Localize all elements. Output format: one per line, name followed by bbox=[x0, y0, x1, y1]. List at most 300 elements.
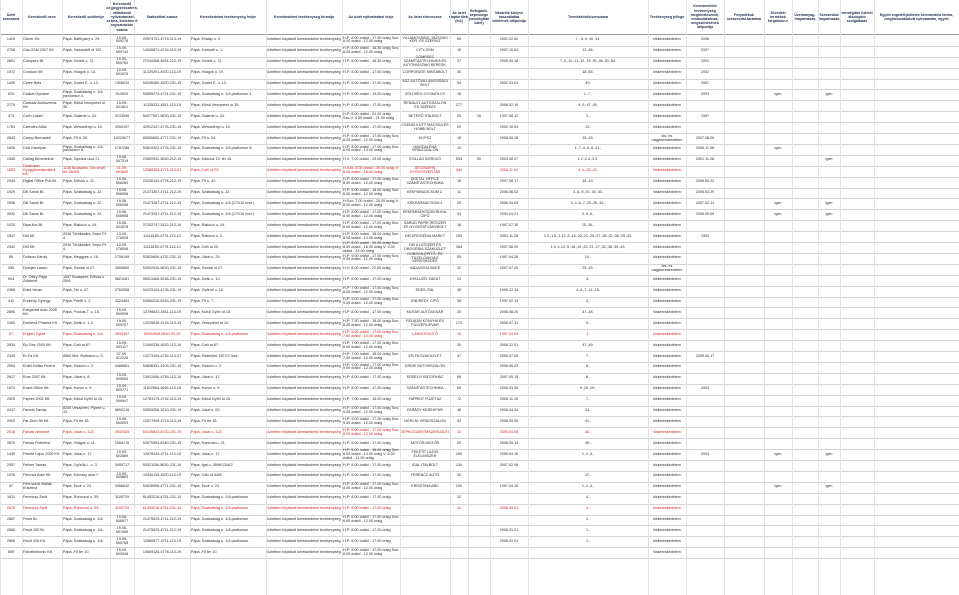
cell-vasarlok: 1999.12.14 bbox=[499, 288, 519, 293]
cell-uzlet bbox=[400, 515, 450, 526]
cell-jelleg: kiskereskedelem bbox=[653, 309, 681, 314]
cell-kezdes bbox=[686, 417, 724, 428]
cell-befogado bbox=[468, 133, 490, 144]
cell-alapterulet: 25 bbox=[456, 309, 462, 314]
cell-folyadek bbox=[724, 460, 764, 471]
cell-statszam: 12783175-4752-113-19 bbox=[142, 397, 182, 402]
cell-uzem bbox=[792, 275, 818, 286]
cell-tev-formaja: üzletben folytatott kereskedelmi tevékenység bbox=[267, 81, 341, 86]
cell-szesz bbox=[818, 188, 840, 199]
cell-alapterulet: 48 bbox=[456, 408, 462, 413]
cell-szesz bbox=[818, 122, 840, 133]
cell-vendeg bbox=[840, 482, 874, 493]
cell-kezdes bbox=[686, 493, 724, 504]
cell-nyitva: H-P: 8.00 órától - 17.00 óráig Szo: 8.00 órától - 12.00 óráig bbox=[343, 220, 399, 229]
cell-statszam: 65550692-4777-231-19 bbox=[142, 135, 182, 140]
cell-vendeg bbox=[840, 515, 874, 526]
cell-szesz bbox=[818, 275, 840, 286]
header-termekkor: Termékkörök/sorszáma bbox=[568, 14, 608, 19]
cell-nev: Decimarin Gyógykereskedelmi Kft. bbox=[23, 164, 56, 177]
cell-folyadek bbox=[724, 427, 764, 438]
cell-alapterulet: 30 bbox=[456, 70, 462, 75]
cell-jelleg: kiskereskedelem bbox=[653, 386, 681, 391]
cell-egyeb bbox=[874, 547, 959, 558]
cell-uzlet: KÉKPARADICSOM 2. bbox=[407, 190, 443, 195]
cell-tev-formaja: üzletben folytatott kereskedelmi tevékenység bbox=[267, 538, 341, 543]
cell-vasarlok: 2004.04.21 bbox=[499, 211, 519, 216]
cell-szesz bbox=[818, 177, 840, 188]
cell-tev-helye: Pápa, Celli út 23. bbox=[191, 168, 220, 173]
cell-folyadek bbox=[724, 286, 764, 297]
cell-nyitva: H-P: 8.00 órától - 17.00 óráig Szo: 8.00 órától - 12.00 óráig bbox=[343, 209, 399, 218]
cell-cegjegyzek: 3260197 bbox=[114, 124, 130, 129]
cell-alapterulet: 37 bbox=[456, 59, 462, 64]
cell-nev: Far-Dom 98 Kft. bbox=[23, 418, 50, 423]
cell-statszam: 12578434-4711-113-19 bbox=[143, 451, 181, 456]
cell-uzlet: DOBSON ÉPÍTŐ- ÉS TÜZELŐANYAG KERESKEDÉS bbox=[407, 251, 443, 264]
cell-alapterulet: 20 bbox=[456, 124, 462, 129]
cell-tev-helye: Pápa, Rákóczi u. 2. bbox=[191, 233, 223, 238]
cell-szekhely: Pápa, Celli út 67. bbox=[63, 342, 92, 347]
cell-statszam: 27244368-4531-212-19 bbox=[142, 59, 182, 64]
cell-szesz bbox=[818, 362, 840, 373]
column-divider bbox=[874, 0, 875, 595]
cell-uzlet: ERDEI BÚTORSZALON bbox=[405, 364, 445, 369]
cell-kezdes bbox=[686, 504, 724, 515]
cell-uzem bbox=[792, 438, 818, 449]
cell-szekhely: Pápa, Tapolca utca 21. bbox=[63, 157, 101, 162]
cell-befogado bbox=[468, 100, 490, 111]
cell-termekkor: 1.,2.,3., bbox=[581, 484, 595, 489]
cell-jelleg: kiskereskedelem bbox=[653, 59, 681, 64]
cell-kezdes bbox=[686, 275, 724, 286]
cell-nev: Dr. Östry Papp Zoltánné bbox=[23, 275, 48, 284]
header-befogado: Befogadó-képessége (vendéglátó üzlet) bbox=[468, 8, 490, 26]
cell-kezdes bbox=[686, 373, 724, 384]
cell-szekhely: Pápa, Rohonczi u. 35. bbox=[63, 506, 100, 511]
cell-uzem bbox=[792, 209, 818, 220]
cell-kezdes bbox=[686, 329, 724, 340]
cell-sorszam: 2775 bbox=[6, 102, 16, 107]
cell-szekhely: Pápa, Szabadság u. 1/A bbox=[63, 538, 103, 543]
cell-vendeg bbox=[840, 395, 874, 406]
cell-jelleg: kiskereskedelem bbox=[653, 81, 681, 86]
cell-uzem bbox=[792, 111, 818, 122]
cell-jelleg: kiskereskedelem bbox=[653, 113, 681, 118]
cell-szekhely: Pápa, Külső Győri út 25. bbox=[63, 397, 103, 402]
cell-tev-helye: Pápa, Szabadság u. 22. bbox=[191, 190, 231, 195]
cell-termekkor bbox=[528, 547, 648, 558]
cell-kezdes bbox=[686, 100, 724, 111]
cell-jelleg: kiskereskedelem bbox=[653, 331, 681, 336]
cell-vendeg bbox=[840, 308, 874, 319]
cell-uzem bbox=[792, 406, 818, 417]
cell-nyitva: H-P: 6.00 órától - 13.00 óráig bbox=[343, 91, 391, 96]
cell-folyadek bbox=[724, 122, 764, 133]
cell-alapterulet: 553 bbox=[455, 157, 463, 162]
cell-szekhely: 1106 Budapest, Örs vezér tér 25/B/9 bbox=[63, 166, 106, 175]
cell-jov bbox=[764, 406, 792, 417]
cell-termekkor: 41., bbox=[584, 418, 592, 423]
cell-cegjegyzek: 19-09-509743 bbox=[115, 46, 129, 55]
cell-egyeb bbox=[874, 384, 959, 395]
cell-befogado bbox=[468, 417, 490, 428]
header-uzlet-elnevezese: Az üzlet elnevezése bbox=[408, 14, 442, 19]
cell-nyitva: H-P: 6.00 órától - 17.00 óráig Szo: 7.00 órától - 13.00 óráig bbox=[343, 329, 399, 338]
cell-nyitva: H-Szo: 8.00 órától - 20.00 óráig V: 8.00 órától - 18.00 óráig bbox=[343, 166, 399, 175]
cell-kezdes: 2001 bbox=[700, 59, 710, 64]
cell-nev: Farkas Róbertné bbox=[23, 440, 51, 445]
cell-egyeb bbox=[874, 220, 959, 231]
cell-sorszam: 2417 bbox=[6, 408, 16, 413]
cell-szesz bbox=[818, 547, 840, 558]
cell-termekkor: 7.,9.,10.,11.,12.,19.,39.,46.,53.,54. bbox=[559, 59, 617, 64]
cell-nev: Fotoelektronic Kft. bbox=[23, 549, 53, 554]
cell-jov bbox=[764, 79, 792, 90]
cell-szekhely: Pápa, Szabadság u. 1/A bbox=[63, 331, 103, 336]
cell-termekkor: 4., bbox=[585, 495, 591, 500]
cell-folyadek bbox=[724, 253, 764, 264]
cell-vasarlok bbox=[490, 68, 528, 79]
cell-sorszam: 1929 bbox=[6, 190, 16, 195]
cell-egyeb bbox=[874, 449, 959, 460]
cell-egyeb bbox=[874, 46, 959, 57]
cell-alapterulet: 444 bbox=[455, 168, 463, 173]
cell-vendeg bbox=[840, 133, 874, 144]
cell-cegjegyzek: 19-06-506958 bbox=[115, 209, 129, 218]
cell-uzem bbox=[792, 177, 818, 188]
cell-egyeb bbox=[874, 362, 959, 373]
cell-kezdes bbox=[686, 308, 724, 319]
cell-sorszam: 1499 bbox=[6, 81, 16, 86]
cell-uzlet: IGAL ITALBOLT bbox=[411, 462, 439, 467]
cell-cegjegyzek: 19-06-502878 bbox=[115, 220, 129, 229]
cell-szesz bbox=[818, 242, 840, 253]
cell-uzem bbox=[792, 395, 818, 406]
cell-jov bbox=[764, 188, 792, 199]
cell-uzem bbox=[792, 482, 818, 493]
cell-uzlet bbox=[400, 536, 450, 547]
cell-folyadek bbox=[724, 351, 764, 362]
cell-befogado bbox=[468, 493, 490, 504]
header-row bbox=[0, 0, 959, 35]
cell-jelleg: kiskereskedelem bbox=[653, 429, 681, 434]
cell-uzlet: LÁNGOSSÜTŐ bbox=[412, 331, 438, 336]
cell-uzem bbox=[792, 166, 818, 177]
cell-jov bbox=[764, 253, 792, 264]
cell-cegjegyzek: 19-06-506958 bbox=[115, 188, 129, 197]
cell-egyeb bbox=[874, 427, 959, 438]
cell-jov bbox=[764, 177, 792, 188]
cell-statszam: 54028956-4771-231-19 bbox=[142, 484, 182, 489]
cell-uzem bbox=[792, 220, 818, 231]
cell-cegjegyzek: 1100729 bbox=[114, 495, 130, 500]
cell-termekkor: 12.,46. bbox=[582, 48, 594, 53]
cell-nev: Domján László bbox=[23, 266, 48, 271]
cell-befogado bbox=[468, 395, 490, 406]
cell-uzem bbox=[792, 515, 818, 526]
cell-jov bbox=[764, 384, 792, 395]
cell-egyeb bbox=[874, 57, 959, 68]
cell-termekkor: 18.,19. bbox=[582, 179, 594, 184]
cell-tev-helye: Pápa, Vilagos u. 19. bbox=[191, 70, 224, 75]
cell-alapterulet: 30 bbox=[456, 473, 462, 478]
cell-nev: DM Kft. bbox=[23, 233, 36, 238]
cell-alapterulet: 38 bbox=[456, 288, 462, 293]
cell-termekkor: 4., bbox=[585, 299, 591, 304]
cell-befogado bbox=[468, 286, 490, 297]
cell-sorszam: 1628 bbox=[6, 146, 16, 151]
cell-szekhely: Pápa, Petőfi u. 2. bbox=[63, 299, 92, 304]
cell-kezdes bbox=[686, 166, 724, 177]
cell-tev-helye: Pápa, Deák u. 10. bbox=[191, 277, 221, 282]
cell-uzlet: BETÉRŐ ITALBOLT bbox=[408, 113, 442, 118]
cell-szekhely: Pápa, Jókai u. 8. bbox=[63, 375, 91, 380]
cell-folyadek bbox=[724, 100, 764, 111]
cell-egyeb bbox=[874, 297, 959, 308]
cell-kezdes: 2006.05.09 bbox=[695, 211, 715, 216]
cell-tev-helye: Pápa, Szabadság u. 1/A pavilonsor 4. bbox=[191, 91, 253, 96]
cell-nyitva: H-P: 6.00 órától - 21.00 óráig Szo-V: 6.00 órától - 21.00 óráig bbox=[343, 111, 395, 120]
cell-tev-formaja: üzletben folytatott kereskedelmi tevékenység bbox=[267, 375, 341, 380]
cell-statszam: 53979994-8340-231-19 bbox=[142, 440, 182, 445]
cell-egyeb bbox=[874, 471, 959, 482]
cell-tev-helye: Pápa, Fő u. 7. bbox=[191, 299, 215, 304]
cell-egyeb bbox=[874, 351, 959, 362]
cell-jov bbox=[764, 395, 792, 406]
cell-cegjegyzek: 19-09-505771 bbox=[115, 384, 129, 393]
cell-nyitva: H-V: 8.00 órától - 22.00 óráig bbox=[343, 266, 391, 271]
cell-uzem bbox=[792, 536, 818, 547]
cell-tev-formaja: üzletben folytatott kereskedelmi tevékenység bbox=[267, 418, 341, 423]
cell-folyadek bbox=[724, 220, 764, 231]
cell-statszam: 11522664-4666-113-19 bbox=[143, 386, 181, 391]
cell-cegjegyzek: 2760058 bbox=[114, 288, 130, 293]
cell-jov bbox=[764, 122, 792, 133]
cell-uzem bbox=[792, 493, 818, 504]
cell-nyitva: H-P: 8.00 órától - 17.00 óráig bbox=[343, 462, 391, 467]
cell-tev-formaja: üzletben folytatott kereskedelmi tevékenység bbox=[267, 288, 341, 293]
cell-tev-helye: Pápa, Celli út 25. bbox=[191, 244, 220, 249]
cell-nyitva: H-P: 9.00 órától - 17.00 óráig Szo: 9.00 órától - 12.00 óráig bbox=[343, 406, 399, 415]
cell-vasarlok: 2006.07.05 bbox=[499, 353, 519, 358]
cell-szesz bbox=[818, 46, 840, 57]
cell-egyeb bbox=[874, 373, 959, 384]
cell-nev: Erva 2007 Kft. bbox=[23, 375, 47, 380]
cell-termekkor: 1., bbox=[585, 517, 591, 522]
header-jovedeki: Jövedéki termékek forgalmaz-e bbox=[767, 10, 789, 24]
cell-jov bbox=[764, 111, 792, 122]
cell-egyeb bbox=[874, 515, 959, 526]
cell-cegjegyzek: 3490717 bbox=[114, 462, 130, 467]
cell-sorszam: 3032 bbox=[6, 211, 16, 216]
cell-egyeb bbox=[874, 177, 959, 188]
cell-nev: Exact Office Kft. bbox=[23, 386, 50, 391]
cell-cegjegyzek: 2694457 bbox=[114, 331, 130, 336]
cell-szesz bbox=[818, 536, 840, 547]
cell-folyadek bbox=[724, 133, 764, 144]
cell-tev-helye: Pápa, Külterület 1827/2 hrsz. bbox=[191, 353, 239, 358]
cell-termekkor: 25.,43. bbox=[582, 135, 594, 140]
cell-nyitva: H-P: 8.00 órától - 17.00 óráig bbox=[343, 70, 391, 75]
cell-folyadek bbox=[724, 155, 764, 166]
cell-jov bbox=[764, 166, 792, 177]
cell-termekkor: 1.,2.,3., bbox=[581, 451, 595, 456]
cell-sorszam: 1781 bbox=[6, 124, 16, 129]
cell-tev-formaja: üzletben folytatott kereskedelmi tevékenység bbox=[267, 484, 341, 489]
cell-jov bbox=[764, 286, 792, 297]
cell-kezdes: 2009.04.17 bbox=[695, 353, 715, 358]
cell-egyeb bbox=[874, 482, 959, 493]
cell-uzem bbox=[792, 308, 818, 319]
cell-nyitva: H-P: 9.00 órától - 17.00 óráig Szo: 9.00 órától - 12.00 óráig bbox=[343, 362, 399, 371]
cell-uzem bbox=[792, 46, 818, 57]
cell-jov: igen bbox=[774, 146, 782, 151]
cell-nyitva: H-P: 8.00 órától - 17.00 óráig bbox=[343, 375, 391, 380]
cell-jov bbox=[764, 297, 792, 308]
cell-vendeg bbox=[840, 111, 874, 122]
cell-folyadek bbox=[724, 231, 764, 242]
cell-befogado bbox=[468, 351, 490, 362]
cell-sorszam: 2843 bbox=[6, 135, 16, 140]
cell-tev-helye: Pápa, Rákóczi u. 19. bbox=[191, 222, 226, 227]
cell-nyitva: H-P: 8.00 órától - 16.30 óráig bbox=[343, 59, 391, 64]
cell-vendeg bbox=[840, 471, 874, 482]
cell-sorszam: 2452 bbox=[6, 320, 16, 325]
cell-folyadek bbox=[724, 547, 764, 558]
cell-termekkor: 47.,48. bbox=[582, 309, 594, 314]
cell-uzlet: DM DROGÉRIA MARKT bbox=[404, 233, 446, 238]
cell-vasarlok: 2000.04.16 bbox=[499, 451, 519, 456]
cell-statszam: 53960215-5243-231-19 bbox=[142, 299, 182, 304]
cell-tev-helye: Pápa, Fő tér 10. bbox=[191, 549, 218, 554]
cell-egyeb bbox=[874, 264, 959, 275]
cell-alapterulet bbox=[450, 362, 468, 373]
cell-uzlet: VILLAMOSSÁGI, MŰSZAKI KER. ÉS SZERVIZ bbox=[402, 35, 448, 44]
cell-folyadek bbox=[724, 297, 764, 308]
cell-sorszam: 2018 bbox=[6, 429, 16, 434]
cell-befogado bbox=[468, 275, 490, 286]
cell-befogado bbox=[468, 90, 490, 101]
cell-uzlet: MOTAR AUTÓUDVAR bbox=[406, 309, 444, 314]
cell-szesz: igen bbox=[825, 157, 833, 162]
cell-folyadek bbox=[724, 308, 764, 319]
cell-tev-helye: Pápa, Fő tér 16. bbox=[191, 418, 218, 423]
cell-sorszam: 2557 bbox=[6, 462, 16, 467]
cell-befogado bbox=[468, 536, 490, 547]
cell-tev-formaja: üzletben folytatott kereskedelmi tevékenység bbox=[267, 244, 341, 249]
cell-tev-helye: Pápa, Szabadság u. 1/A pavilonsor bbox=[191, 527, 249, 532]
cell-nev: Dipa-Kor Bt. bbox=[23, 222, 44, 227]
cell-jelleg: kiskereskedelem bbox=[653, 48, 681, 53]
cell-kezdes bbox=[686, 427, 724, 438]
cell-vendeg bbox=[840, 100, 874, 111]
cell-jov bbox=[764, 438, 792, 449]
cell-egyeb bbox=[874, 166, 959, 177]
cell-uzem bbox=[792, 329, 818, 340]
cell-nyitva: H-P: 9.00 órától - 17.00 óráig Szo: 8.00 órától - 12.00 óráig bbox=[343, 133, 399, 142]
cell-sorszam: 2896 bbox=[6, 309, 16, 314]
cell-szesz bbox=[818, 460, 840, 471]
cell-folyadek bbox=[724, 493, 764, 504]
cell-uzlet: SARUD PAPÍR ÍRÓSZER ÉS NYOMTATVÁNYBOLT bbox=[403, 220, 447, 229]
cell-vendeg bbox=[840, 373, 874, 384]
cell-vendeg bbox=[840, 547, 874, 558]
cell-tev-formaja: üzletben folytatott kereskedelmi tevékenység bbox=[267, 342, 341, 347]
cell-nev: Dili Sarok Bt. bbox=[23, 211, 45, 216]
header-szekhely: Kereskedő székhelye bbox=[67, 14, 105, 19]
column-divider bbox=[792, 0, 793, 595]
cell-uzlet bbox=[400, 340, 450, 351]
cell-folyadek bbox=[724, 144, 764, 155]
cell-befogado bbox=[468, 57, 490, 68]
cell-nev: Englert Gyula bbox=[23, 331, 46, 336]
cell-egyeb bbox=[874, 242, 959, 253]
cell-sorszam: 2870 bbox=[6, 440, 16, 445]
cell-nyitva: H-P: 7.00 órától - 16.00 óráig bbox=[343, 397, 391, 402]
cell-befogado bbox=[468, 122, 490, 133]
cell-folyadek bbox=[724, 406, 764, 417]
cell-egyeb bbox=[874, 122, 959, 133]
cell-uzem bbox=[792, 122, 818, 133]
cell-tev-helye: Pápa, Jókai u. 122. bbox=[191, 429, 223, 434]
cell-jov bbox=[764, 308, 792, 319]
cell-vasarlok bbox=[490, 144, 528, 155]
cell-alapterulet: 54 bbox=[456, 81, 462, 86]
cell-cegjegyzek: 5890219 bbox=[114, 408, 130, 413]
cell-szekhely: Pápa, Gyűrűk L. u. 3. bbox=[63, 462, 98, 467]
cell-uzem bbox=[792, 155, 818, 166]
cell-vendeg bbox=[840, 460, 874, 471]
cell-sorszam: 1978 bbox=[6, 473, 16, 478]
cell-nev: Csendes Attila bbox=[23, 124, 47, 129]
cell-jelleg: kiskereskedelem bbox=[653, 473, 681, 478]
cell-szesz bbox=[818, 384, 840, 395]
cell-jelleg: kiskereskedelem bbox=[653, 418, 681, 423]
cell-jov bbox=[764, 362, 792, 373]
cell-statszam: 13225028-4724-113-19 bbox=[142, 320, 182, 325]
cell-nyitva: H-V: 7.00 órától - 23.00 óráig bbox=[343, 157, 391, 162]
cell-uzem bbox=[792, 449, 818, 460]
cell-alapterulet bbox=[450, 515, 468, 526]
cell-szekhely: Pápa, Rohonczi u. 35. bbox=[63, 495, 100, 500]
column-divider bbox=[724, 0, 725, 595]
cell-tev-formaja: üzletben folytatott kereskedelmi tevékenység bbox=[267, 506, 341, 511]
cell-tev-helye: Pápa, Celli út 67. bbox=[191, 342, 220, 347]
column-divider bbox=[62, 0, 63, 595]
cell-vasarlok bbox=[490, 547, 528, 558]
cell-szekhely: Pápa, Jókai u. 17. bbox=[63, 451, 93, 456]
cell-tev-formaja: üzletben folytatott kereskedelmi tevékenység bbox=[267, 462, 341, 467]
cell-szekhely: Pápa, Körözsy utca 7. bbox=[63, 473, 100, 478]
cell-sorszam: 1430 bbox=[6, 451, 16, 456]
cell-termekkor: 3.,4.,6., bbox=[581, 211, 595, 216]
cell-szekhely: Pápa, Fái u. 47. bbox=[63, 288, 90, 293]
cell-statszam: 12440236-4520-113-19 bbox=[142, 342, 182, 347]
cell-szekhely: Pápa, Szabadság u. 22. bbox=[63, 200, 103, 205]
cell-alapterulet bbox=[450, 547, 468, 558]
cell-befogado bbox=[468, 46, 490, 57]
cell-tev-helye: Pápa, Kossuth u. 1. bbox=[191, 48, 224, 53]
cell-sorszam: 2925 bbox=[6, 397, 16, 402]
cell-alapterulet: 11 bbox=[457, 190, 461, 195]
cell-cegjegyzek: 19-06-507089 bbox=[115, 526, 129, 534]
header-vasarlok: Vásárlók könyve használatba vételének időpontja bbox=[492, 10, 526, 24]
cell-uzlet: MAGDALÉNA VIRÁGSZALON bbox=[411, 144, 439, 153]
cell-kezdes bbox=[686, 318, 724, 329]
cell-vendeg bbox=[840, 526, 874, 537]
cell-statszam: 13912406-4759-113-19 bbox=[142, 375, 182, 380]
